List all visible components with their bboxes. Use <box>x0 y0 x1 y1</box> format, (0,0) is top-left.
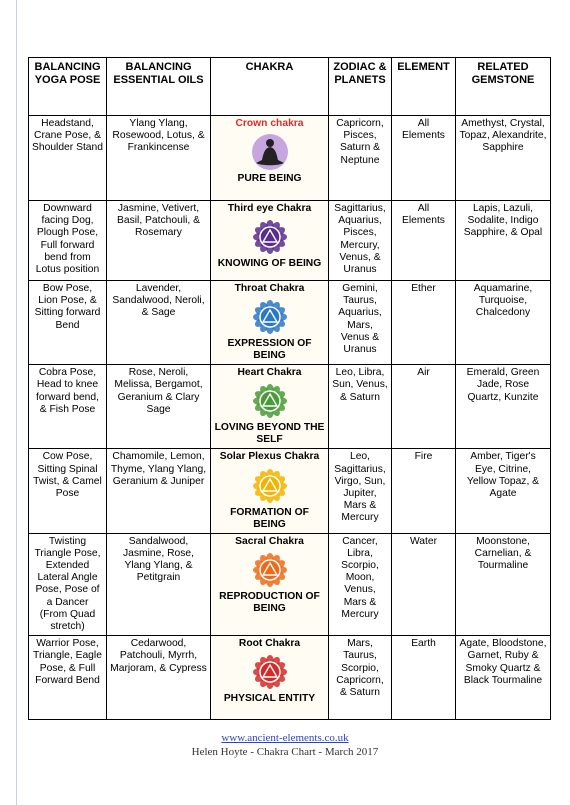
zodiac-planets-cell: Mars, Taurus, Scorpio, Capricorn, & Saturn <box>329 636 392 720</box>
essential-oils-cell: Chamomile, Lemon, Thyme, Ylang Ylang, Geranium & Juniper <box>107 449 211 533</box>
gemstone-cell: Moonstone, Carnelian, & Tourmaline <box>456 533 551 636</box>
gemstone-cell: Emerald, Green Jade, Rose Quartz, Kunzite <box>456 365 551 449</box>
zodiac-planets-cell: Cancer, Libra, Scorpio, Moon, Venus, Mars & Mercury <box>329 533 392 636</box>
solar-plexus-chakra-icon <box>250 466 290 506</box>
yoga-pose-cell: Headstand, Crane Pose, & Shoulder Stand <box>29 116 107 201</box>
gemstone-cell: Amethyst, Crystal, Topaz, Alexandrite, Sapphire <box>456 116 551 201</box>
header-chakra: CHAKRA <box>211 58 329 116</box>
gemstone-cell: Agate, Bloodstone, Garnet, Ruby & Smoky Quartz & Black Tourmaline <box>456 636 551 720</box>
gemstone-cell: Aquamarine, Turquoise, Chalcedony <box>456 281 551 365</box>
table-row <box>29 201 551 281</box>
table-row <box>29 636 551 720</box>
header-essential-oils: BALANCING ESSENTIAL OILS <box>107 58 211 116</box>
chakra-name: Heart Chakra <box>237 367 302 379</box>
chakra-cell <box>211 116 329 201</box>
chakra-cell <box>211 449 329 533</box>
zodiac-planets-cell: Leo, Libra, Sun, Venus, & Saturn <box>329 365 392 449</box>
zodiac-planets-cell: Leo, Sagittarius, Virgo, Sun, Jupiter, Mars & Mercury <box>329 449 392 533</box>
root-chakra-icon <box>250 652 290 692</box>
yoga-pose-cell: Cobra Pose, Head to knee forward bend, & Fish Pose <box>29 365 107 449</box>
gemstone-cell: Amber, Tiger's Eye, Citrine, Yellow Topaz, & Agate <box>456 449 551 533</box>
element-cell: Earth <box>392 636 456 720</box>
page-margin-rule <box>16 0 17 805</box>
essential-oils-cell: Lavender, Sandalwood, Neroli, & Sage <box>107 281 211 365</box>
essential-oils-cell: Jasmine, Vetivert, Basil, Patchouli, & Rosemary <box>107 201 211 281</box>
element-cell: All Elements <box>392 201 456 281</box>
chakra-chart-table <box>28 57 551 720</box>
essential-oils-cell: Cedarwood, Patchouli, Myrrh, Marjoram, & Cypress <box>107 636 211 720</box>
chakra-name: Throat Chakra <box>234 283 305 294</box>
heart-chakra-icon <box>250 381 290 421</box>
chakra-cell <box>211 365 329 449</box>
yoga-pose-cell: Bow Pose, Lion Pose, & Sitting forward Bend <box>29 281 107 365</box>
chakra-meaning: REPRODUCTION OF BEING <box>219 590 320 614</box>
element-cell: All Elements <box>392 116 456 201</box>
zodiac-planets-cell: Capricorn, Pisces, Saturn & Neptune <box>329 116 392 201</box>
meditation-icon <box>250 132 290 172</box>
header-yoga-pose: BALANCING YOGA POSE <box>29 58 107 116</box>
sacral-chakra-icon <box>250 550 290 590</box>
chakra-meaning: FORMATION OF BEING <box>230 506 309 530</box>
chakra-meaning: PHYSICAL ENTITY <box>223 693 316 705</box>
chart-body <box>29 116 551 720</box>
yoga-pose-cell: Downward facing Dog, Plough Pose, Full forward bend from Lotus position <box>29 201 107 281</box>
gemstone-cell: Lapis, Lazuli, Sodalite, Indigo Sapphire, & Opal <box>456 201 551 281</box>
chakra-name: Third eye Chakra <box>227 203 312 214</box>
chakra-meaning: LOVING BEYOND THE SELF <box>214 422 325 446</box>
yoga-pose-cell: Twisting Triangle Pose, Extended Lateral Angle Pose, Pose of a Dancer (From Quad stretch) <box>29 533 107 636</box>
table-row <box>29 365 551 449</box>
third-eye-chakra-icon <box>250 217 290 257</box>
header-element: ELEMENT <box>392 58 456 116</box>
chakra-cell <box>211 636 329 720</box>
chakra-meaning: EXPRESSION OF BEING <box>227 338 312 362</box>
essential-oils-cell: Rose, Neroli, Melissa, Bergamot, Geranium & Clary Sage <box>107 365 211 449</box>
element-cell: Air <box>392 365 456 449</box>
chakra-cell <box>211 533 329 636</box>
zodiac-planets-cell: Gemini, Taurus, Aquarius, Mars, Venus & Uranus <box>329 281 392 365</box>
essential-oils-cell: Sandalwood, Jasmine, Rose, Ylang Ylang, & Petitgrain <box>107 533 211 636</box>
chakra-name: Root Chakra <box>238 638 301 650</box>
chakra-name: Solar Plexus Chakra <box>219 451 320 463</box>
zodiac-planets-cell: Sagittarius, Aquarius, Pisces, Mercury, Venus, & Uranus <box>329 201 392 281</box>
chakra-name: Sacral Chakra <box>235 535 304 547</box>
throat-chakra-icon <box>250 297 290 337</box>
chakra-cell <box>211 201 329 281</box>
header-gemstone: RELATED GEMSTONE <box>456 58 551 116</box>
chakra-name: Crown chakra <box>235 118 304 129</box>
table-row <box>29 533 551 636</box>
header-row <box>29 58 551 116</box>
table-row <box>29 449 551 533</box>
essential-oils-cell: Ylang Ylang, Rosewood, Lotus, & Frankincense <box>107 116 211 201</box>
chakra-meaning: PURE BEING <box>237 173 302 185</box>
table-row <box>29 281 551 365</box>
website-link[interactable]: www.ancient-elements.co.uk <box>221 732 349 744</box>
header-zodiac-planets: ZODIAC & PLANETS <box>329 58 392 116</box>
chakra-cell <box>211 281 329 365</box>
element-cell: Ether <box>392 281 456 365</box>
footer-credit: Helen Hoyte - Chakra Chart - March 2017 <box>191 746 379 758</box>
element-cell: Water <box>392 533 456 636</box>
yoga-pose-cell: Warrior Pose, Triangle, Eagle Pose, & Full Forward Bend <box>29 636 107 720</box>
element-cell: Fire <box>392 449 456 533</box>
chakra-meaning: KNOWING OF BEING <box>217 258 322 270</box>
yoga-pose-cell: Cow Pose, Sitting Spinal Twist, & Camel Pose <box>29 449 107 533</box>
table-row <box>29 116 551 201</box>
